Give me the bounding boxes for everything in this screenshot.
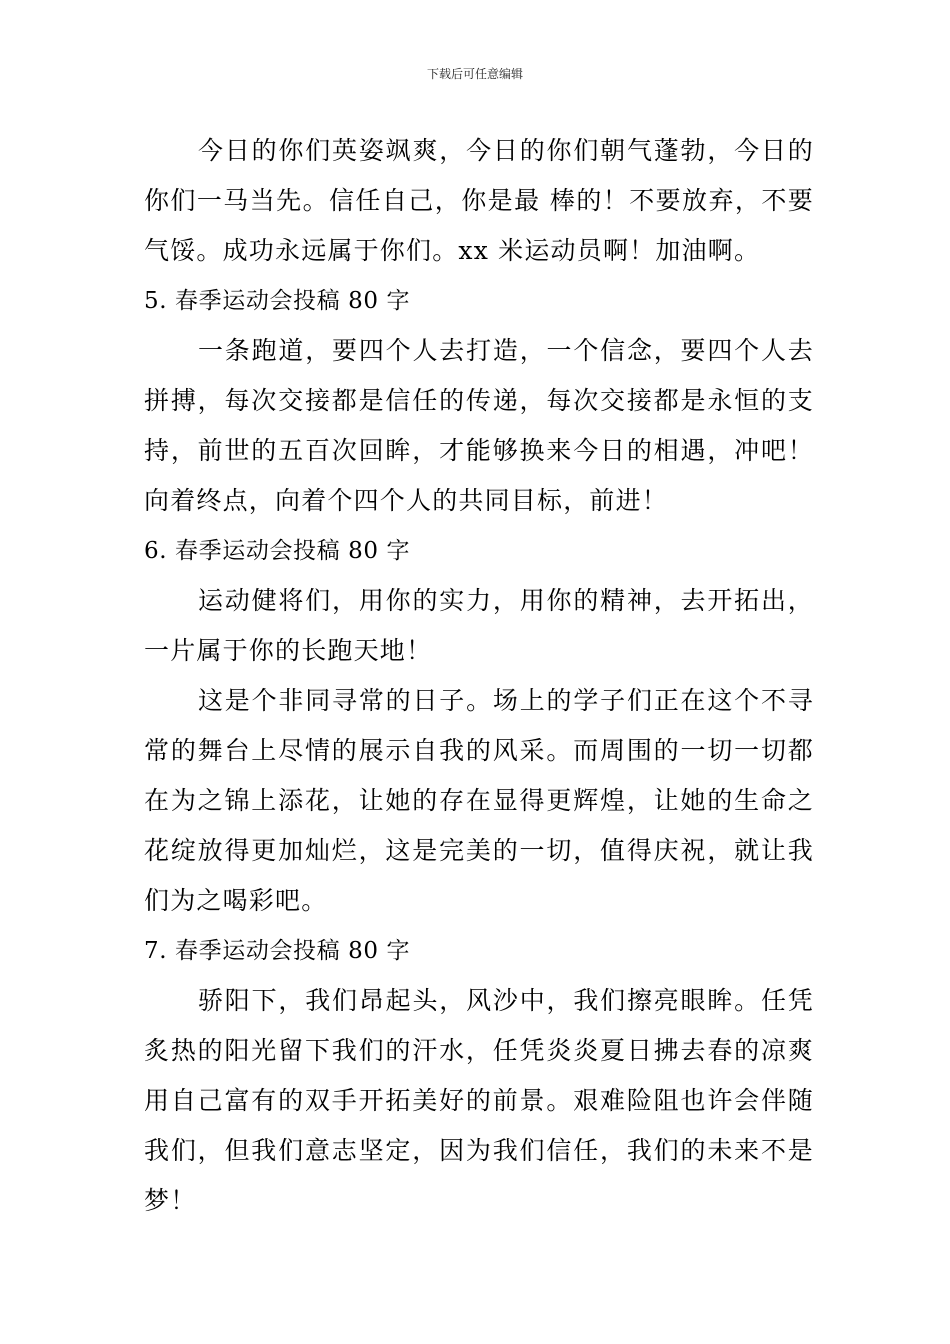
page-header: 下载后可任意编辑 [426,67,523,81]
paragraph-cheer-athletes: 今日的你们英姿飒爽，今日的你们朝气蓬勃，今日的你们一马当先。信任自己，你是最 棒的！不要放弃，不要气馁。成功永远属于你们。xx 米运动员啊！加油啊。 [144,136,814,265]
paragraph-special-day: 这是个非同寻常的日子。场上的学子们正在这个不寻常的舞台上尽情的展示自我的风采。而周围的一切一切都在为之锦上添花，让她的存在显得更辉煌，让她的生命之花绽放得更加灿烂，这是完美的一切，值得庆祝，就让我们为之喝彩吧。 [144,686,814,915]
section-heading-5: 5. 春季运动会投稿 80 字 [144,288,411,314]
section-heading-7: 7. 春季运动会投稿 80 字 [144,938,411,964]
paragraph-long-run: 运动健将们，用你的实力，用你的精神，去开拓出，一片属于你的长跑天地！ [144,586,814,665]
paragraph-relay-track: 一条跑道，要四个人去打造，一个信念，要四个人去拼搏，每次交接都是信任的传递，每次交接都是永恒的支持，前世的五百次回眸，才能够换来今日的相遇，冲吧！向着终点，向着个四个人的共同目标，前进！ [144,336,814,515]
paragraph-sun-and-sand: 骄阳下，我们昂起头，风沙中，我们擦亮眼眸。任凭炙热的阳光留下我们的汗水，任凭炎炎夏日拂去春的凉爽用自己富有的双手开拓美好的前景。艰难险阻也许会伴随我们，但我们意志坚定，因为我们信任，我们的未来不是梦！ [144,986,814,1215]
section-heading-6: 6. 春季运动会投稿 80 字 [144,538,411,564]
document-body [144,126,814,1226]
